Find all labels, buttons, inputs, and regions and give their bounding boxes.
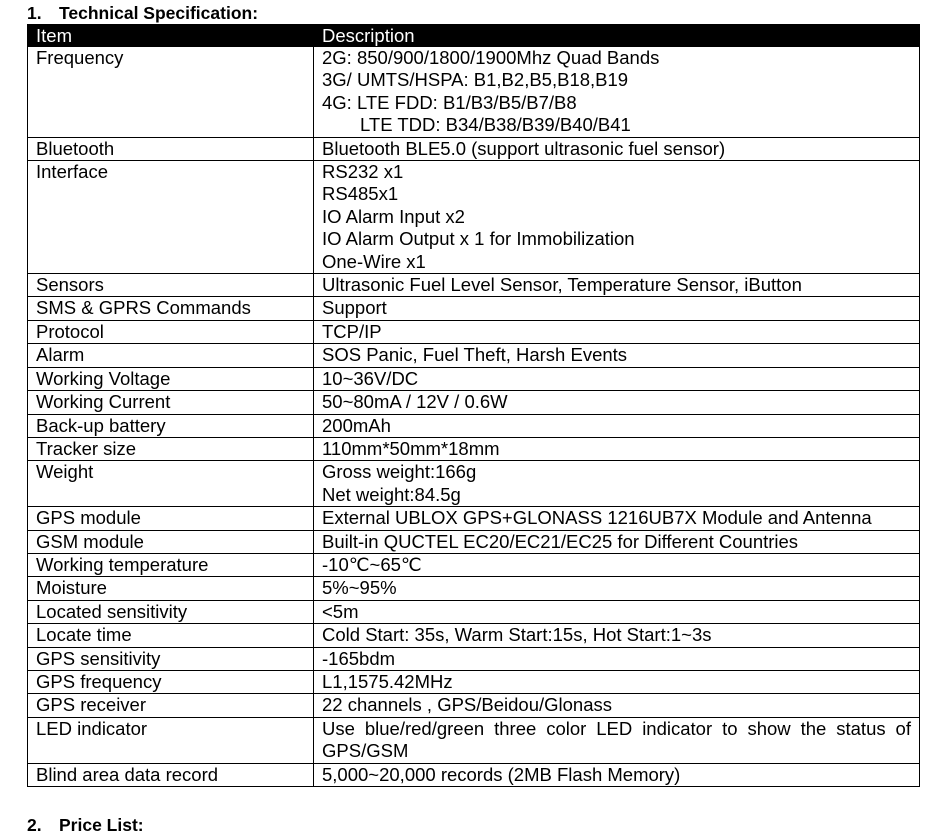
item-cell: Located sensitivity	[28, 600, 314, 623]
table-row	[28, 320, 920, 343]
table-row	[28, 297, 920, 320]
description-cell	[314, 530, 920, 553]
table-row	[28, 763, 920, 786]
description-line: 10~36V/DC	[322, 367, 419, 389]
table-row	[28, 137, 920, 160]
item-cell: Working temperature	[28, 553, 314, 576]
item-cell: Sensors	[28, 274, 314, 297]
spec-body	[28, 47, 920, 787]
description-line: SOS Panic, Fuel Theft, Harsh Events	[322, 344, 628, 366]
description-cell	[314, 577, 920, 600]
item-cell: Working Voltage	[28, 367, 314, 390]
table-row	[28, 600, 920, 623]
table-row	[28, 161, 920, 274]
description-line: One-Wire x1	[322, 250, 426, 272]
description-cell	[314, 624, 920, 647]
item-cell: Locate time	[28, 624, 314, 647]
description-line: TCP/IP	[322, 320, 382, 342]
description-line: RS232 x1	[322, 161, 404, 183]
description-line: 50~80mA / 12V / 0.6W	[322, 391, 508, 413]
description-line: Ultrasonic Fuel Level Sensor, Temperature Sensor, iButton	[322, 274, 802, 296]
item-cell: Weight	[28, 461, 314, 507]
description-line: Cold Start: 35s, Warm Start:15s, Hot Start:1~3s	[322, 624, 712, 646]
item-cell: Tracker size	[28, 437, 314, 460]
description-line: L1,1575.42MHz	[322, 670, 453, 692]
item-cell: GSM module	[28, 530, 314, 553]
header-description: Description	[314, 25, 920, 47]
table-row	[28, 577, 920, 600]
section-number: 1.	[27, 3, 42, 23]
description-cell	[314, 437, 920, 460]
table-row	[28, 367, 920, 390]
description-cell	[314, 507, 920, 530]
section-title: Technical Specification:	[59, 3, 259, 23]
description-line: <5m	[322, 600, 359, 622]
description-cell	[314, 297, 920, 320]
table-row	[28, 530, 920, 553]
header-row	[28, 25, 920, 47]
table-row	[28, 274, 920, 297]
description-cell	[314, 391, 920, 414]
description-line: Bluetooth BLE5.0 (support ultrasonic fuel sensor)	[322, 137, 726, 159]
table-row	[28, 344, 920, 367]
item-cell: LED indicator	[28, 717, 314, 763]
item-cell: Protocol	[28, 320, 314, 343]
description-line: Net weight:84.5g	[322, 483, 461, 505]
description-line: 5,000~20,000 records (2MB Flash Memory)	[322, 763, 681, 785]
header-item: Item	[28, 25, 314, 47]
item-cell: Working Current	[28, 391, 314, 414]
description-line: LTE TDD: B34/B38/B39/B40/B41	[360, 114, 631, 136]
description-line: Built-in QUCTEL EC20/EC21/EC25 for Different Countries	[322, 530, 799, 552]
item-cell: SMS & GPRS Commands	[28, 297, 314, 320]
table-row	[28, 694, 920, 717]
description-line: Support	[322, 297, 387, 319]
item-cell: Frequency	[28, 47, 314, 138]
description-cell	[314, 274, 920, 297]
table-row	[28, 47, 920, 138]
description-line: 4G: LTE FDD: B1/B3/B5/B7/B8	[322, 91, 577, 113]
description-line: 2G: 850/900/1800/1900Mhz Quad Bands	[322, 47, 660, 68]
item-cell: Back-up battery	[28, 414, 314, 437]
item-cell: GPS module	[28, 507, 314, 530]
description-cell	[314, 717, 920, 763]
description-cell	[314, 553, 920, 576]
description-cell	[314, 670, 920, 693]
description-line: External UBLOX GPS+GLONASS 1216UB7X Module and Antenna	[322, 507, 872, 529]
item-cell: Moisture	[28, 577, 314, 600]
description-cell	[314, 47, 920, 138]
item-cell: Alarm	[28, 344, 314, 367]
description-cell	[314, 647, 920, 670]
description-line: 5%~95%	[322, 577, 397, 599]
description-line: IO Alarm Output x 1 for Immobilization	[322, 228, 635, 250]
description-cell	[314, 161, 920, 274]
item-cell: Blind area data record	[28, 763, 314, 786]
table-row	[28, 670, 920, 693]
description-cell	[314, 694, 920, 717]
section-heading	[27, 3, 258, 23]
description-line: 22 channels , GPS/Beidou/Glonass	[322, 694, 613, 716]
description-cell	[314, 414, 920, 437]
description-line: -10℃~65℃	[322, 553, 422, 575]
table-row	[28, 391, 920, 414]
table-row	[28, 717, 920, 763]
table-row	[28, 414, 920, 437]
table-row	[28, 647, 920, 670]
description-line: RS485x1	[322, 183, 399, 205]
table-row	[28, 437, 920, 460]
description-cell	[314, 320, 920, 343]
table-row	[28, 507, 920, 530]
description-line: 110mm*50mm*18mm	[322, 437, 500, 459]
spec-table	[27, 24, 920, 787]
description-cell	[314, 344, 920, 367]
description-line: IO Alarm Input x2	[322, 205, 465, 227]
description-cell	[314, 137, 920, 160]
next-section-title: Price List:	[59, 815, 144, 835]
table-row	[28, 461, 920, 507]
item-cell: GPS receiver	[28, 694, 314, 717]
description-cell	[314, 367, 920, 390]
item-cell: GPS sensitivity	[28, 647, 314, 670]
table-row	[28, 624, 920, 647]
description-line: Gross weight:166g	[322, 461, 477, 483]
description-line: 200mAh	[322, 414, 391, 436]
table-row	[28, 553, 920, 576]
description-cell	[314, 600, 920, 623]
item-cell: Bluetooth	[28, 137, 314, 160]
description-cell	[314, 461, 920, 507]
description-cell	[314, 763, 920, 786]
description-line: Use blue/red/green three color LED indicator to show the status of GPS/GSM	[322, 717, 911, 762]
next-section-number: 2.	[27, 815, 42, 835]
item-cell: GPS frequency	[28, 670, 314, 693]
next-section-heading	[27, 815, 144, 835]
item-cell: Interface	[28, 161, 314, 274]
description-line: 3G/ UMTS/HSPA: B1,B2,B5,B18,B19	[322, 69, 629, 91]
description-line: -165bdm	[322, 647, 396, 669]
